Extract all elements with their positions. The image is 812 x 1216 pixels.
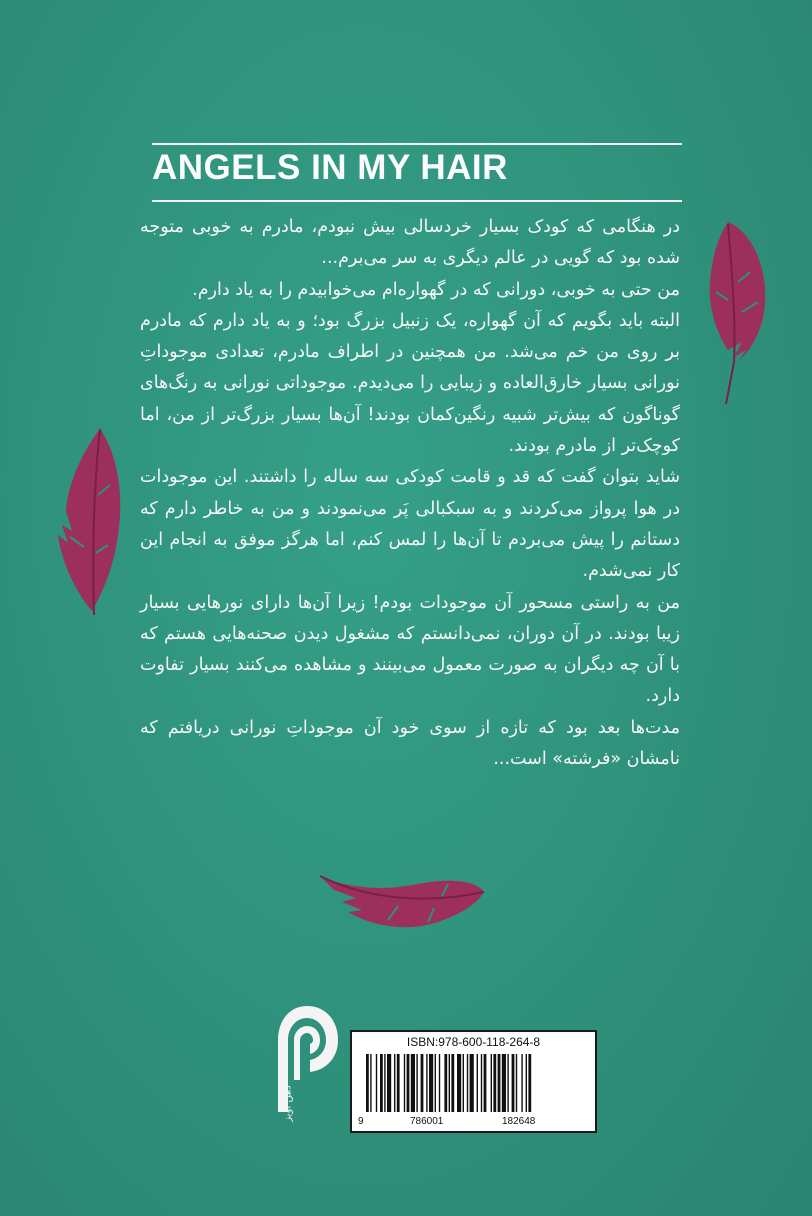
blurb-paragraph-2: من حتی به خوبی، دورانی که در گهواره‌ام می‌خوابیدم را به یاد دارم.	[192, 279, 680, 300]
isbn-label: ISBN:978-600-118-264-8	[406, 1035, 541, 1049]
book-title: ANGELS IN MY HAIR	[152, 148, 508, 187]
blurb-paragraph-3: البته باید بگویم که آن گهواره، یک زنبیل بزرگ بود؛ و به یاد دارم که مادرم بر روی من خم می‌شد. من همچنین در اطراف مادرم، تعدادی موجوداتِ نورانی بسیار خارق‌العاده و زیبایی را می‌دیدم. موجوداتی نورانی به رنگ‌های گوناگون که بیش‌تر شبیه رنگین‌کمان بودند! آن‌ها بسیار بزرگ‌تر از من، اما کوچک‌تر از مادرم بودند.	[140, 310, 680, 457]
barcode-bars	[366, 1054, 586, 1112]
blurb-paragraph-5: من به راستی مسحور آن موجودات بودم! زیرا آن‌ها دارای نورهایی بسیار زیبا بودند. در آن دوران، نمی‌دانستم که مشغول دیدن صحنه‌هایی هستم که با آن چه دیگران به صورت معمول می‌بینند و مشاهده می‌کنند بسیار تفاوت دارد.	[140, 592, 680, 707]
publisher-logo	[272, 1000, 342, 1120]
blurb-text	[140, 212, 680, 775]
feather-icon	[48, 425, 128, 621]
barcode-digits-right: 182648	[502, 1116, 536, 1127]
blurb-paragraph-1: در هنگامی که کودک بسیار خردسالی بیش نبودم، مادرم به خوبی متوجه شده بود که گویی در عالم دیگری به سر می‌برم...	[140, 217, 680, 269]
blurb-paragraph-6: مدت‌ها بعد بود که تازه از سوی خود آن موجوداتِ نورانی دریافتم که نامشان «فرشته» است...	[140, 717, 680, 770]
title-bottom-rule	[152, 200, 682, 202]
feather-icon	[318, 870, 488, 932]
feather-icon	[698, 212, 774, 408]
barcode	[350, 1030, 597, 1133]
barcode-digits-left: 786001	[410, 1116, 444, 1127]
barcode-digit-first: 9	[358, 1116, 364, 1127]
blurb-paragraph-4: شاید بتوان گفت که قد و قامت کودکی سه ساله را داشتند. این موجودات در هوا پرواز می‌کردند و به سبکبالی پَر می‌نمودند و من به خاطر دارم که دستانم را پیش می‌بردم تا آن‌ها را لمس کنم، اما هرگز موفق به انجام این کار نمی‌شدم.	[140, 467, 680, 582]
publisher-name: ذهن آویز	[282, 1085, 294, 1122]
title-top-rule	[152, 143, 682, 145]
